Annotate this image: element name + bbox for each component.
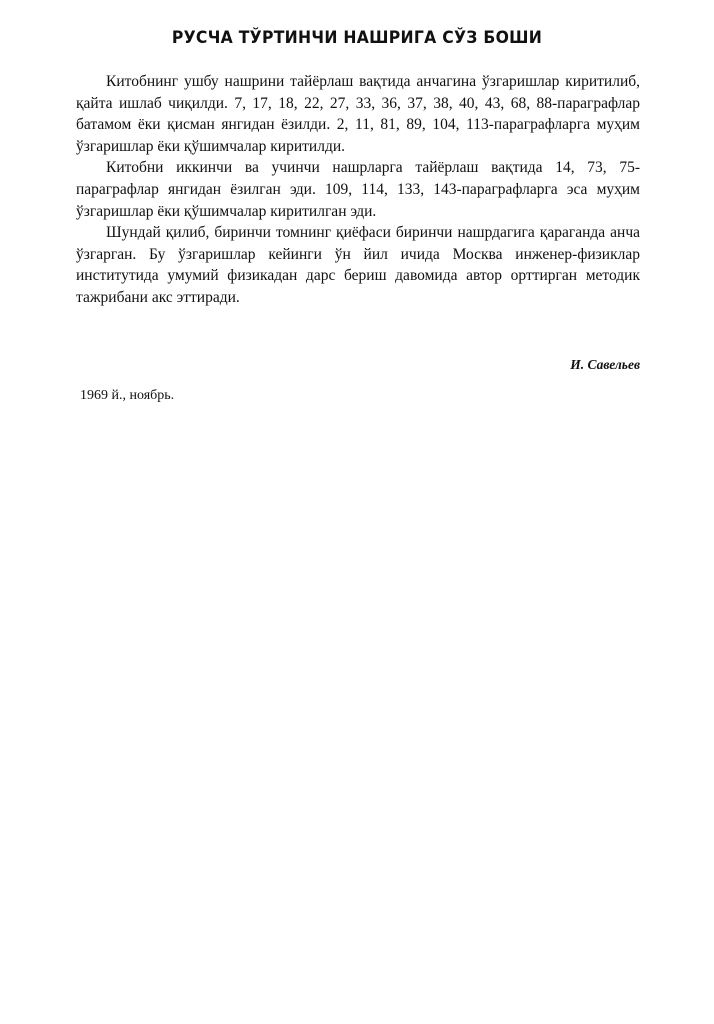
page-title: РУСЧА ТЎРТИНЧИ НАШРИГА СЎЗ БОШИ [171,28,543,48]
paragraph-3: Шундай қилиб, биринчи томнинг қиёфаси биринчи нашрдагига қараганда анча ўзгарган. Бу ўзгаришлар кейинги ўн йил ичида Москва инженер-физиклар институтида умумий физикадан дарс бериш давомида автор орттирган методик тажрибани акс эттиради. [76,224,640,306]
date-line: 1969 й., ноябрь. [80,388,175,403]
author-signature: И. Савельев [570,357,640,372]
preface-body [76,71,640,309]
paragraph-1: Китобнинг ушбу нашрини тайёрлаш вақтида анчагина ўзгаришлар киритилиб, қайта ишлаб чиқилди. 7, 17, 18, 22, 27, 33, 36, 37, 38, 40, 43, 68, 88-параграфлар батамом ёки қисман янгидан ёзилди. 2, 11, 81, 89, 104, 113-параграфларга муҳим ўзгаришлар ёки қўшимчалар киритилди. [76,73,640,155]
paragraph-2: Китобни иккинчи ва учинчи нашрларга тайёрлаш вақтида 14, 73, 75-параграфлар янгидан ёзилган эди. 109, 114, 133, 143-параграфларга эса муҳим ўзгаришлар ёки қўшимчалар киритилган эди. [76,159,640,220]
